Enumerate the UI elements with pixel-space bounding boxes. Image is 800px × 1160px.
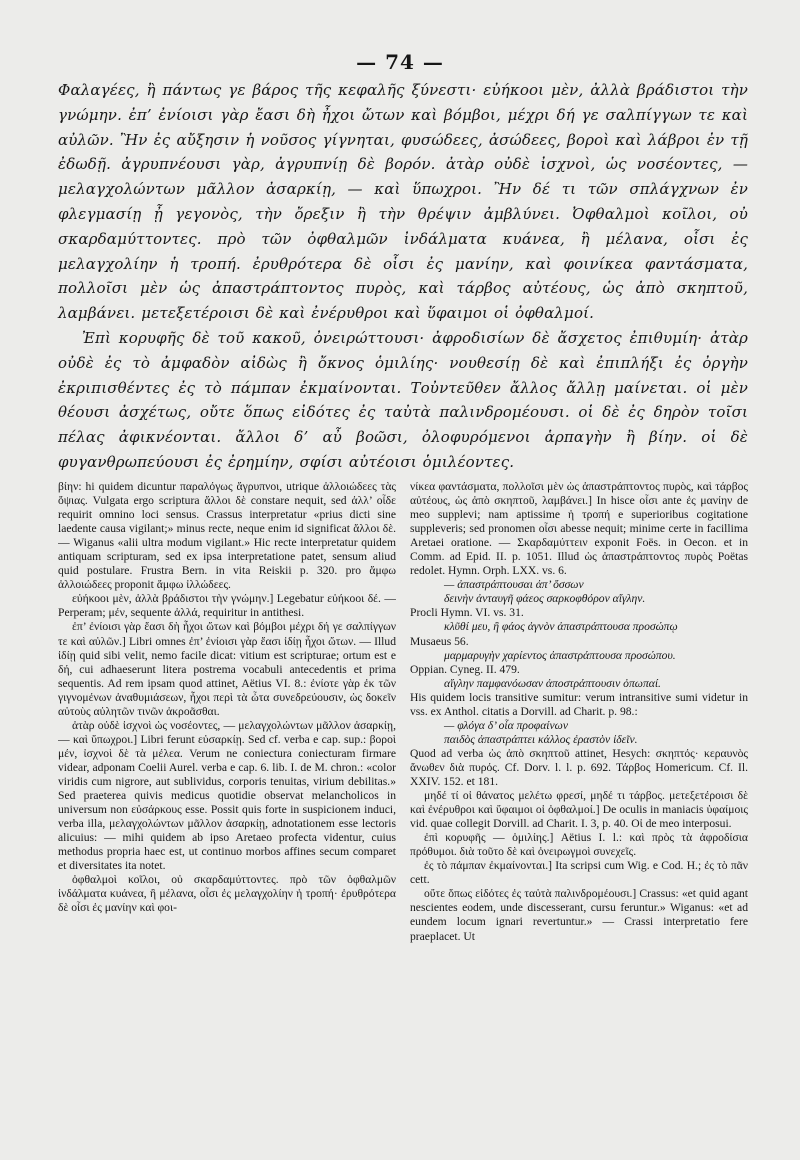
footnote-paragraph: αἴγλην παμφανόωσαν ἀποστράπτουσιν ὀπωπαί.	[444, 676, 661, 690]
footnote-paragraph: Procli Hymn. VI. vs. 31.	[410, 606, 524, 620]
footnote-paragraph: Oppian. Cyneg. II. 479.	[410, 662, 520, 676]
footnote-paragraph: νίκεα φαντάσματα, πολλοῖσι μὲν ὡς ἀπαστράπτοντος πυρὸς, καὶ τάρβος αὐτέους, ὡς ἀπὸ σκηπτοῦ, λαμβάνει.] In hisce οἷσι ante ἐς μανίην de meo supplevi; nam aptissime ἡ τροπή e superioribus cogitatione suppleveris; sed pronomen οἷσι abesse nequit; minime certe in facillima Aretaei oratione. — Σκαρδαμύττειν exponit Foës. in Oecon. et in Comm. ad Epid. II. p. 1051. Illud ὡς ἀπαστράπτοντος πυρὸς Poëtas redolet. Hymn. Orph. LXX. vs. 6.	[410, 480, 748, 578]
footnote-paragraph: ὀφθαλμοὶ κοῖλοι, οὐ σκαρδαμύττοντες. πρὸ τῶν ὀφθαλμῶν ἰνδάλματα κυάνεα, ἢ μέλανα, οἷσι ἐς μελαγχολίην ἡ τροπή· ἐρυθρότερα δὲ οἷσι ἐς μανίην καὶ φοι-	[58, 873, 396, 915]
main-paragraph: Ἐπὶ κορυφῆς δὲ τοῦ κακοῦ, ὀνειρώττουσι· ἀφροδισίων δὲ ἄσχετος ἐπιθυμίη· ἀτὰρ οὐδὲ ἐς τὸ ἀμφαδὸν αἰδὼς ἢ ὄκνος ὁμιλίης· νουθεσίῃ δὲ καὶ ἐπιπλήξι ἐς ὀργὴν ἐκριπισθέντες ἐς τὸ πάμπαν ἐκμαίνονται. Τοὐντεῦθεν ἄλλος ἄλλῃ μαίνεται. οἱ μὲν θέουσι ἀσχέτως, οὔτε ὅπως εἰδότες ἐς ταὐτὰ παλινδρομέουσι. οἱ δὲ ἐς δηρὸν τοῖσι πέλας ἀφικνέονται. ἄλλοι δ’ αὖ βοῶσι, ὀλοφυρόμενοι ἁρπαγὴν ἢ βίην. οἱ δὲ φυγανθρωπεύουσι ἐς ἐρημίην, σφίσι αὐτέοισι ὁμιλέοντες.	[58, 328, 748, 471]
footnote-paragraph: παιδὸς ἀπαστράπτει κάλλος ἐραστὸν ἰδεῖν.	[444, 732, 638, 746]
footnotes-right-column	[410, 480, 748, 1150]
footnote-paragraph: Musaeus 56.	[410, 634, 469, 648]
footnotes-left-column	[58, 480, 396, 1150]
page-number: — 74 —	[356, 50, 444, 74]
footnote-paragraph: κλῦθί μευ, ἢ φάος ἁγνὸν ἀπαστράπτουσα προσώπῳ	[444, 620, 678, 634]
main-greek-text	[58, 78, 748, 475]
footnote-paragraph: — ἀπαστράπτουσαι ἀπ’ ὄσσων	[444, 578, 584, 592]
footnote-paragraph: οὔτε ὅπως εἰδότες ἐς ταὐτὰ παλινδρομέουσι.] Crassus: «et quid agant nescientes eodem, unde discesserant, cursu feruntur.» Wiganus: «et ad eundem locum ignari revertuntur.» — Crassi interpretatio fere praeplacet. Ut	[410, 887, 748, 943]
footnote-paragraph: ἐς τὸ πάμπαν ἐκμαίνονται.] Ita scripsi cum Wig. e Cod. H.; ἐς τὸ πᾶν cett.	[410, 859, 748, 887]
footnote-paragraph: μαρμαρυγὴν χαρίεντος ἀπαστράπτουσα προσώπου.	[444, 648, 676, 662]
footnote-paragraph: ἐπὶ κορυφῆς — ὁμιλίης.] Aëtius I. l.: καὶ πρὸς τὰ ἀφροδίσια πρόθυμοι. διὰ τοῦτο δὲ καὶ ὀνειρωγμοὶ συνεχεῖς.	[410, 831, 748, 859]
main-paragraph: Φαλαγέες, ἢ πάντως γε βάρος τῆς κεφαλῆς ξύνεστι· εὐήκοοι μὲν, ἀλλὰ βράδιστοι τὴν γνώμην. ἐπ’ ἐνίοισι γὰρ ἔασι δὴ ἦχοι ὤτων καὶ βόμβοι, μέχρι δή γε σαλπίγγων τε καὶ αὐλῶν. Ἢν ἐς αὔξησιν ἡ νοῦσος γίγνηται, φυσώδεες, ἀσώδεες, βοροὶ καὶ λάβροι ἐν τῇ ἐδωδῇ. ἀγρυπνέουσι γὰρ, ἀγρυπνίῃ δὲ βορόν. ἀτὰρ οὐδὲ ἰσχνοὶ, ὡς νοσέοντες, — μελαγχολώντων μᾶλλον ἀσαρκίῃ, — καὶ ὕπωχροι. Ἢν δέ τι τῶν σπλάγχνων ἐν φλεγμασίῃ ᾖ γεγονὸς, τὴν ὄρεξιν ἢ τὴν θρέψιν ἀμβλύνει. Ὀφθαλμοὶ κοῖλοι, οὐ σκαρδαμύττοντες. πρὸ τῶν ὀφθαλμῶν ἰνδάλματα κυάνεα, ἢ μέλανα, οἷσι ἐς μελαγχολίην ἡ τροπή. ἐρυθρότερα δὲ οἷσι ἐς μανίην, καὶ φοινίκεα φαντάσματα, πολλοῖσι μὲν ὡς ἀπαστράπτοντος πυρὸς, καὶ τάρβος αὐτέους, ὡς ἀπὸ σκηπτοῦ, λαμβάνει. μετεξετέροισι δὲ καὶ ἐνέρυθροι καὶ ὕφαιμοι οἱ ὀφθαλμοί.	[58, 81, 748, 323]
footnote-paragraph: ἐπ’ ἐνίοισι γὰρ ἔασι δὴ ἦχοι ὤτων καὶ βόμβοι μέχρι δή γε σαλπίγγων τε καὶ αὐλῶν.] Libri omnes ἐπ’ ἐνίοισι γὰρ ἔασι ἰδίῃ ἦχοι ὤτων. — Illud ἰδίῃ quid sibi velit, nemo facile dicat: vitium est scripturae; ortum est e δή, cui adhaeserunt litera postrema vocabuli antecedentis et prima sequentis. Ad rem ipsam quod attinet, Aëtius VI. 8.: ἐνίοτε γὰρ ἐκ τῶν γιγνομένων ἀναθυμιάσεων, ἦχοι περὶ τὰ ὦτα συνεδρεύουσιν, ὡς δοκεῖν αὐτοὺς αὐλητῶν τινῶν ἀκροᾶσθαι.	[58, 620, 396, 718]
footnote-paragraph: Quod ad verba ὡς ἀπὸ σκηπτοῦ attinet, Hesych: σκηπτός· κεραυνὸς ἄνωθεν διὰ πυρός. Cf. Dorv. l. l. p. 692. Τάρβος Homericum. Cf. Il. XXIV. 152. et 181.	[410, 746, 748, 788]
footnote-paragraph: δεινὴν ἀνταυγῆ φάεος σαρκοφθόρον αἴγλην.	[444, 592, 646, 606]
footnote-paragraph: ἀτὰρ οὐδὲ ἰσχνοὶ ὡς νοσέοντες, — μελαγχολώντων μᾶλλον ἀσαρκίῃ, — καὶ ὕπωχροι.] Libri ferunt εὐσαρκίῃ. Sed cf. verba e cap. sup.: βοροὶ μέν, ἰσχνοὶ δὲ τὰ μέλεα. Verum ne coniectura coniecturam firmare videar, adponam Coelii Aurel. verba e cap. 6. lib. I. de M. chron.: «color viridis cum nigrore, aut sublividus, corporis tenuitas, virium debilitas.» Sed praeterea quivis medicus quotidie observat melancholicos in universum non εὐσάρκους esse. Possit quis forte in suspicionem induci, verba illa, μελαγχολώντων μᾶλλον ἀσαρκίῃ, adnotationem esse lectoris alicuius: — mihi quidem ab ipso Aretaeo profecta videntur, cuius methodus propria haec est, ut continuo morbos affines secum comparet et diversitates ita notet.	[58, 718, 396, 873]
footnote-paragraph: μηδέ τί οἱ θάνατος μελέτω φρεσί, μηδέ τι τάρβος. μετεξετέροισι δὲ καὶ ἐνέρυθροι καὶ ὕφαιμοι οἱ ὀφθαλμοί.] De oculis in maniacis ὑφαίμοις vid. quae collegit Dorvill. ad Charit. I. 3, p. 40. Οἱ de meo interposui.	[410, 789, 748, 831]
footnote-paragraph: — φλόγα δ’ οἷα προφαίνων	[444, 718, 568, 732]
footnotes	[58, 480, 748, 1150]
footnote-paragraph: His quidem locis transitive sumitur: verum intransitive sumi videtur in vss. ex Anthol. citatis a Dorvill. ad Charit. p. 98.:	[410, 690, 748, 718]
footnote-paragraph: βίην: hi quidem dicuntur παραλόγως ἄγρυπνοι, utrique ἀλλοιώδεες τὰς ὄψιας. Vulgata ergo scriptura ἄλλοι δὲ constare nequit, sed ἀλλ’ οἷδε requirit omnino loci sensus. Crassus interpretatur «prius dicti sine laedente causa vigilant;» minus recte, neque enim id significat ἄλλοι δὲ. — Wiganus «alii ultra modum vigilant.» Hic recte interpretatur quidem antiquam scripturam, sed ex ipsa interpretatione patet, sensum aliud quid postulare. Frustra Bern. in vita Reiskii p. 320. pro ἄμφω ἀλλοιώδεες proponit ἄμφω ἰλλώδεες.	[58, 480, 396, 592]
footnote-paragraph: εὐήκοοι μὲν, ἀλλὰ βράδιστοι τὴν γνώμην.] Legebatur εὐήκοοι δέ. — Perperam; μέν, sequente ἀλλά, requiritur in antithesi.	[58, 592, 396, 620]
